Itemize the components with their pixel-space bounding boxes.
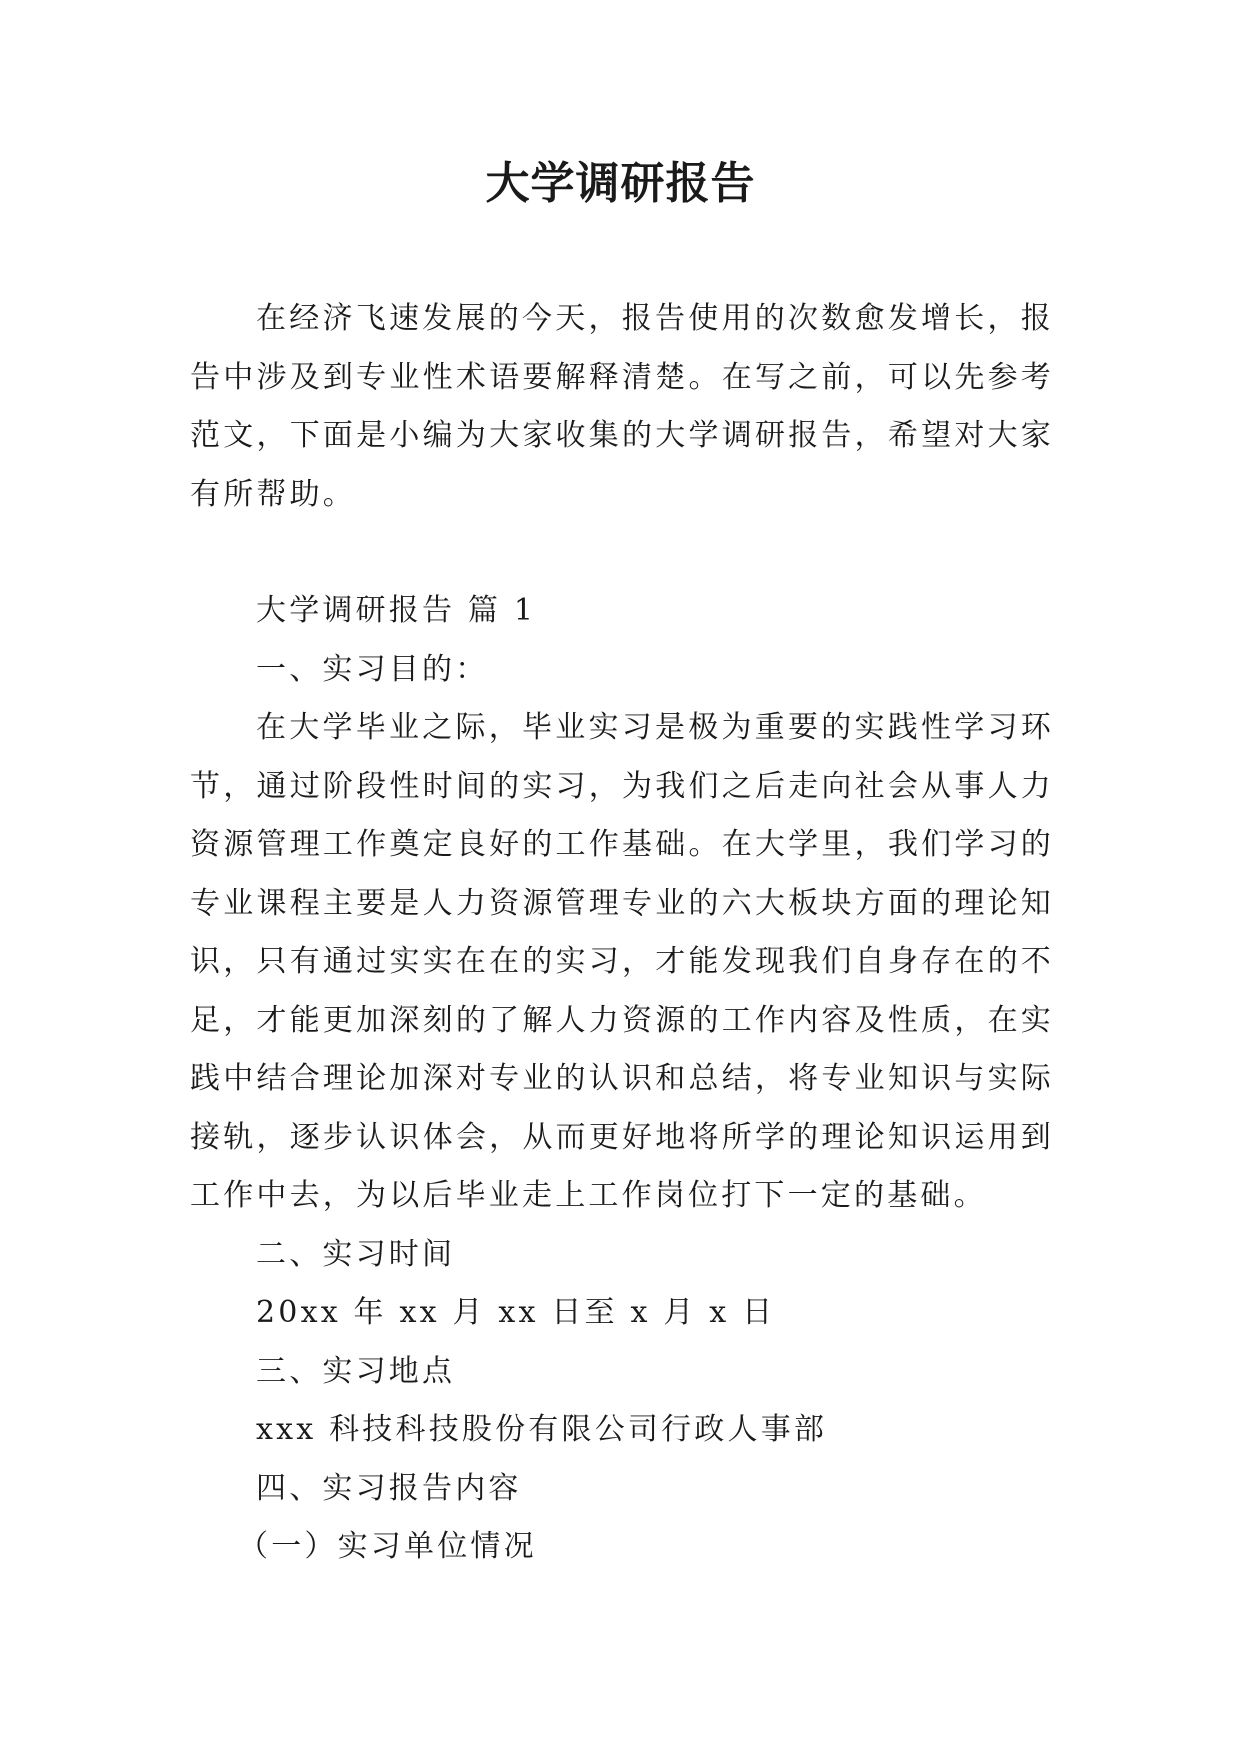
document-body	[190, 290, 1054, 1577]
subsection-heading: 四、实习报告内容	[256, 1470, 522, 1506]
intro-paragraph: 在经济飞速发展的今天，报告使用的次数愈发增长，报告中涉及到专业性术语要解释清楚。在写之前，可以先参考范文，下面是小编为大家收集的大学调研报告，希望对大家有所帮助。	[190, 301, 1054, 512]
subsection-heading: 三、实习地点	[256, 1353, 456, 1389]
subsection-heading: 一、实习目的：	[256, 651, 489, 687]
section-heading: 大学调研报告 篇 1	[256, 593, 537, 628]
body-paragraph: 在大学毕业之际，毕业实习是极为重要的实践性学习环节，通过阶段性时间的实习，为我们之后走向社会从事人力资源管理工作奠定良好的工作基础。在大学里，我们学习的专业课程主要是人力资源管理专业的六大板块方面的理论知识，只有通过实实在在的实习，才能发现我们自身存在的不足，才能更加深刻的了解人力资源的工作内容及性质，在实践中结合理论加深对专业的认识和总结，将专业知识与实际接轨，逐步认识体会，从而更好地将所学的理论知识运用到工作中去，为以后毕业走上工作岗位打下一定的基础。	[190, 710, 1054, 1213]
body-paragraph: 20xx 年 xx 月 xx 日至 x 月 x 日	[256, 1295, 776, 1330]
body-paragraph: xxx 科技科技股份有限公司行政人事部	[256, 1412, 828, 1447]
subsection-heading: 二、实习时间	[256, 1236, 456, 1272]
document-title: 大学调研报告	[485, 158, 756, 209]
subsection-heading: （一）实习单位情况	[238, 1529, 537, 1564]
